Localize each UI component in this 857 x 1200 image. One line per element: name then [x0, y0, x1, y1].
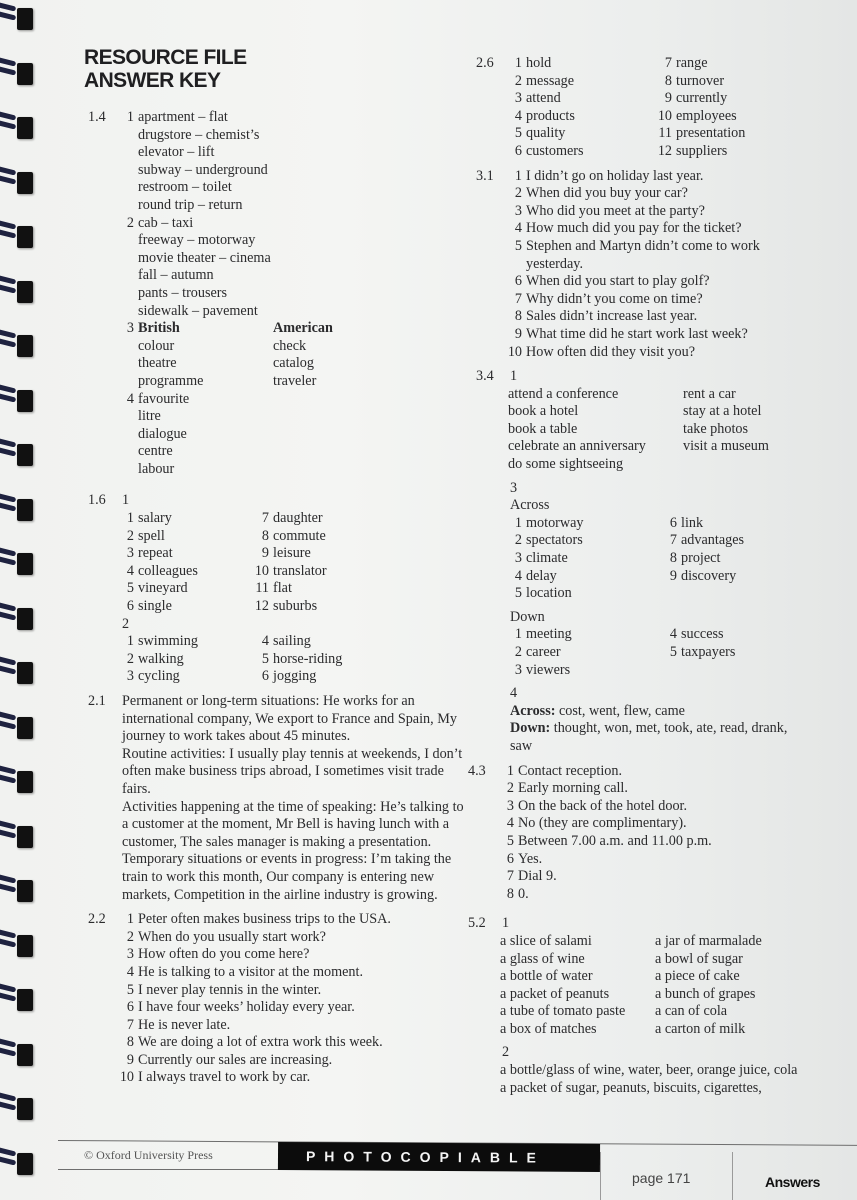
- section-1-6: 1.6 1 1 salary 2 spell 3 repeat 4 colleagues 5 vineyard 6 single 7 daughter 8 commute 9 leisure 10 translator 11 flat 12 suburbs 2 1 swimming 2 walking 3 cycling 4 sailing 5 horse-riding 6 jogging: [88, 492, 468, 686]
- list-item: 10 employees: [657, 107, 737, 124]
- list-item: 4 colleagues: [126, 562, 198, 579]
- list-item: 2 walking: [126, 650, 184, 667]
- list-item: 2 When did you buy your car?: [514, 185, 688, 202]
- page-number: page 171: [632, 1170, 691, 1186]
- copyright-notice: © Oxford University Press: [84, 1148, 213, 1162]
- spiral-loop: [0, 329, 36, 357]
- spiral-loop: [0, 820, 36, 848]
- spiral-loop: [0, 656, 36, 684]
- list-item: 8 turnover: [664, 72, 725, 89]
- page-title: RESOURCE FILE ANSWER KEY: [84, 46, 247, 92]
- question-4: 4 favourite litre dialogue centre labour: [126, 390, 190, 477]
- spiral-loop: [0, 220, 36, 248]
- spiral-loop: [0, 929, 36, 957]
- list-item: 2 When do you usually start work?: [126, 928, 326, 945]
- spiral-loop: [0, 2, 36, 30]
- list-item: 3 cycling: [126, 668, 180, 685]
- spiral-loop: [0, 384, 36, 412]
- section-5-2: 5.2 1 a slice of salami a glass of wine a bottle of water a packet of peanuts a tube of tomato paste a box of matches a jar of marmalade a bowl of sugar a piece of cake a bunch of grapes a can of cola a carton of milk 2 a bottle/glass of wine, water, beer, orange juice, cola a packet of sugar, peanuts, biscuits, cigarettes,: [468, 915, 798, 1096]
- list-item: 3 attend: [514, 90, 561, 107]
- list-item: 3 viewers: [514, 661, 571, 678]
- list-item: 6 I have four weeks’ holiday every year.: [126, 999, 355, 1016]
- list-item: 7 He is never late.: [126, 1016, 231, 1033]
- list-item: 7 Why didn’t you come on time?: [514, 290, 703, 307]
- question-3: 3 British American colour check theatre catalog programme traveler: [126, 320, 333, 389]
- section-1-4: [88, 109, 468, 478]
- question-1: 1 apartment – flat drugstore – chemist’s elevator – lift subway – underground restroom – toilet round trip – return: [126, 109, 268, 213]
- spiral-loop: [0, 166, 36, 194]
- section-2-6: 2.6 1 hold 2 message 3 attend 4 products 5 quality 6 customers 7 range 8 turnover 9 currently 10 employees 11 presentation 12 suppliers: [476, 55, 806, 161]
- section-number: 1.4: [88, 109, 106, 125]
- list-item: 7 Dial 9.: [506, 868, 557, 885]
- list-item: 4 sailing: [261, 633, 311, 650]
- list-item: 4 He is talking to a visitor at the moment.: [126, 963, 363, 980]
- list-item: 8 0.: [506, 885, 529, 902]
- list-item: 9 Currently our sales are increasing.: [126, 1051, 333, 1068]
- photocopiable-banner: PHOTOCOPIABLE: [278, 1142, 600, 1172]
- list-item: 9 discovery: [669, 567, 737, 584]
- section-2-2: 2.2 1 Peter often makes business trips to the USA. 2 When do you usually start work? 3 How often do you come here? 4 He is talking to a visitor at the moment. 5 I never play tennis in the winter. 6 I have four weeks’ holiday every year. 7 He is never late. 8 We are doing a lot of extra work this week. 9 Currently our sales are increasing. 10 I always travel to work by car.: [88, 911, 468, 1087]
- right-column: [468, 55, 806, 1104]
- list-item: 12 suburbs: [254, 598, 318, 615]
- list-item: 1 Contact reception.: [506, 762, 623, 779]
- list-item: 4 How much did you pay for the ticket?: [514, 220, 742, 237]
- list-item: 2 career: [514, 644, 561, 660]
- list-item: 6 customers: [514, 142, 584, 159]
- list-item: 7 daughter: [261, 510, 323, 527]
- list-item: 6 Yes.: [506, 850, 543, 867]
- spiral-loop: [0, 1147, 36, 1175]
- list-item: 8 We are doing a lot of extra work this week.: [126, 1034, 383, 1051]
- list-item: 3 How often do you come here?: [126, 946, 310, 963]
- list-item: 2 spell: [126, 527, 165, 544]
- list-item: 8 commute: [261, 527, 326, 544]
- spiral-loop: [0, 983, 36, 1011]
- question-2: 2 cab – taxi freeway – motorway movie theater – cinema fall – autumn pants – trousers sidewalk – pavement: [126, 214, 271, 319]
- list-item: 5 location: [514, 585, 572, 602]
- spiral-loop: [0, 111, 36, 139]
- list-item: 6 single: [126, 598, 172, 615]
- list-item: 2 message: [514, 72, 575, 89]
- spiral-loop: [0, 547, 36, 575]
- list-item: 8 project: [669, 550, 721, 567]
- list-item: 7 range: [664, 55, 708, 71]
- spiral-loop: [0, 765, 36, 793]
- list-item: 11 flat: [255, 580, 292, 597]
- list-item: 4 No (they are complimentary).: [506, 815, 687, 832]
- list-item: 6 jogging: [261, 668, 317, 685]
- list-item: 1 salary: [126, 510, 172, 527]
- list-item: 4 success: [669, 626, 724, 643]
- list-item: 1 Peter often makes business trips to the USA.: [126, 911, 391, 928]
- list-item: 6 link: [669, 514, 704, 531]
- list-item: 5 horse-riding: [261, 650, 343, 667]
- list-item: 2 spectators: [514, 532, 583, 549]
- list-item: 4 delay: [514, 567, 557, 584]
- spiral-loop: [0, 1038, 36, 1066]
- list-item: 1 hold: [514, 55, 552, 71]
- section-3-4: 3.4 1 attend a conference book a hotel book a table celebrate an anniversary do some sightseeing rent a car stay at a hotel take photos visit a museum 3 Across 1 motorway 2 spectators 3 climate 4 delay 5 location 6 link 7 advantages 8 project 9 discovery Down 1 meeting 2 career 3 viewers 4 success 5 taxpayers 4 Across: cost, went, flew, came Down: thought, won, met, took, ate, read, drank, saw: [476, 368, 806, 755]
- list-item: 4 products: [514, 107, 575, 124]
- spiral-binding: [0, 0, 40, 1200]
- section-2-1: 2.1 Permanent or long-term situations: He works for an international company, We export to France and Spain, My journey to work takes about 45 minutes. Routine activities: I usually play tennis at weekends, I don’t often make business trips abroad, I sometimes visit trade fairs. Activities happening at the time of speaking: He’s talking to a customer at the moment, Mr Bell is having lunch with a customer, The sales manager is making a presentation. Temporary situations or events in progress: I’m taking the train to work this month, Our company is entering new markets, Competition in the airline industry is growing.: [88, 693, 464, 903]
- spiral-loop: [0, 438, 36, 466]
- list-item: 9 leisure: [261, 545, 311, 562]
- list-item: 3 repeat: [126, 545, 173, 562]
- section-3-1: 3.1 1 I didn’t go on holiday last year. 2 When did you buy your car? 3 Who did you meet at the party? 4 How much did you pay for the ticket? 5 Stephen and Martyn didn’t come to work yesterday. 6 When did you start to play golf? 7 Why didn’t you come on time? 8 Sales didn’t increase last year. 9 What time did he start work last week? 10 How often did they visit you?: [476, 168, 806, 362]
- section-tab-label: Answers: [765, 1174, 820, 1190]
- list-item: 3 On the back of the hotel door.: [506, 797, 688, 814]
- list-item: 7 advantages: [669, 532, 745, 549]
- list-item: 6 When did you start to play golf?: [514, 273, 710, 290]
- spiral-loop: [0, 874, 36, 902]
- list-item: 1 motorway: [514, 514, 584, 531]
- spiral-loop: [0, 711, 36, 739]
- list-item: 3 Who did you meet at the party?: [514, 202, 705, 219]
- list-item: 9 currently: [664, 90, 728, 107]
- list-item: 5 Between 7.00 a.m. and 11.00 p.m.: [506, 832, 712, 849]
- list-item: 8 Sales didn’t increase last year.: [514, 308, 698, 325]
- list-item: 1 meeting: [514, 626, 572, 643]
- list-item: 12 suppliers: [657, 142, 728, 159]
- spiral-loop: [0, 57, 36, 85]
- spiral-loop: [0, 275, 36, 303]
- list-item: 10 How often did they visit you?: [507, 343, 696, 360]
- spiral-loop: [0, 602, 36, 630]
- page-footer: [58, 1140, 857, 1200]
- spiral-loop: [0, 1092, 36, 1120]
- list-item: 10 I always travel to work by car.: [119, 1069, 311, 1086]
- section-4-3: 4.3 1 Contact reception. 2 Early morning call. 3 On the back of the hotel door. 4 No (they are complimentary). 5 Between 7.00 a.m. and 11.00 p.m. 6 Yes. 7 Dial 9. 8 0.: [468, 763, 806, 904]
- list-item: 1 I didn’t go on holiday last year.: [514, 167, 704, 184]
- footer-rule: [58, 1169, 288, 1170]
- list-item: 10 translator: [254, 562, 327, 579]
- list-item: 5 quality: [514, 125, 566, 142]
- list-item: 5 vineyard: [126, 580, 188, 597]
- list-item: 5 Stephen and Martyn didn’t come to work yesterday.: [514, 237, 760, 272]
- spiral-loop: [0, 493, 36, 521]
- left-column: [84, 46, 468, 1094]
- list-item: 11 presentation: [658, 125, 746, 142]
- list-item: 1 swimming: [126, 633, 198, 650]
- list-item: 9 What time did he start work last week?: [514, 325, 748, 342]
- list-item: 2 Early morning call.: [506, 780, 628, 797]
- list-item: 5 taxpayers: [669, 644, 736, 660]
- list-item: 5 I never play tennis in the winter.: [126, 981, 322, 998]
- list-item: 3 climate: [514, 550, 568, 567]
